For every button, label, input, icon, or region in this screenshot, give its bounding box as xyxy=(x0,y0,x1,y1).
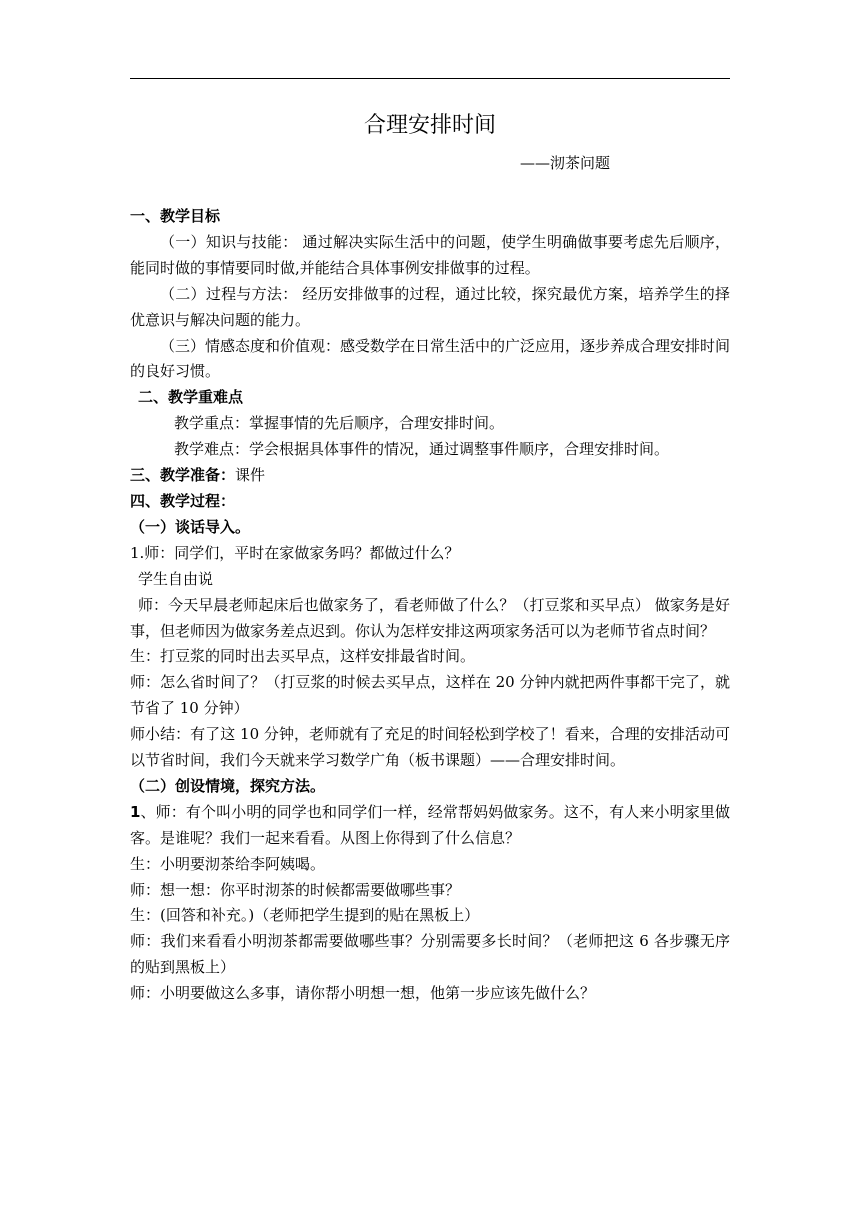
paragraph: 学生自由说 xyxy=(138,569,214,588)
paragraph: 生：打豆浆的同时出去买早点，这样安排最省时间。 xyxy=(130,647,476,666)
paragraph: （三）情感态度和价值观：感受数学在日常生活中的广泛应用，逐步养成合理安排时间的良好习惯。 xyxy=(130,336,731,381)
paragraph: （一）知识与技能： 通过解决实际生活中的问题，使学生明确做事要考虑先后顺序，能同时做的事情要同时做,并能结合具体事例安排做事的过程。 xyxy=(130,232,730,277)
section-heading-key-points: 二、教学重难点 xyxy=(138,388,244,407)
paragraph: 教学难点：学会根据具体事件的情况，通过调整事件顺序，合理安排时间。 xyxy=(174,440,670,459)
paragraph: （二）过程与方法： 经历安排做事的过程，通过比较，探究最优方案，培养学生的择优意识与解决问题的能力。 xyxy=(130,284,730,329)
paragraph: 师：小明要做这么多事，请你帮小明想一想，他第一步应该先做什么？ xyxy=(130,984,596,1003)
paragraph xyxy=(130,800,730,852)
section-heading-process: 四、教学过程： xyxy=(130,491,236,510)
paragraph: 生：小明要沏茶给李阿姨喝。 xyxy=(130,854,326,873)
paragraph: 生：(回答和补充。)（老师把学生提到的贴在黑板上） xyxy=(130,906,480,925)
paragraph: 师：今天早晨老师起床后也做家务了，看老师做了什么？（打豆浆和买早点） 做家务是好事，但老师因为做家务差点迟到。你认为怎样安排这两项家务活可以为老师节省点时间？ xyxy=(130,595,730,640)
page-subtitle: ——沏茶问题 xyxy=(520,154,611,172)
preparation-value: 课件 xyxy=(235,466,266,485)
paragraph: 师：怎么省时间了？（打豆浆的时候去买早点，这样在 20 分钟内就把两件事都干完了，就节省了 10 分钟） xyxy=(130,673,730,718)
paragraph: 师：我们来看看小明沏茶都需要做哪些事？分别需要多长时间？（老师把这 6 各步骤无序的贴到黑板上） xyxy=(130,932,730,977)
paragraph: 1.师：同学们，平时在家做家务吗？都做过什么？ xyxy=(130,543,460,562)
subsection-heading-explore: （二）创设情境，探究方法。 xyxy=(130,776,326,795)
page-title: 合理安排时间 xyxy=(363,113,496,138)
header-rule xyxy=(130,78,730,79)
subsection-heading-intro: （一）谈话导入。 xyxy=(130,517,251,536)
paragraph-text: 、师：有个叫小明的同学也和同学们一样，经常帮妈妈做家务。这不，有人来小明家里做客。是谁呢？我们一起来看看。从图上你得到了什么信息？ xyxy=(130,802,730,847)
section-heading-objectives: 一、教学目标 xyxy=(130,207,221,225)
paragraph: 教学重点：掌握事情的先后顺序，合理安排时间。 xyxy=(174,414,505,433)
paragraph: 师小结：有了这 10 分钟，老师就有了充足的时间轻松到学校了！看来，合理的安排活动可以节省时间，我们今天就来学习数学广角（板书课题）——合理安排时间。 xyxy=(130,725,730,770)
section-preparation xyxy=(130,463,730,489)
section-heading-preparation: 三、教学准备： xyxy=(130,466,236,485)
item-number: 1 xyxy=(130,802,141,821)
paragraph: 师：想一想：你平时沏茶的时候都需要做哪些事？ xyxy=(130,880,461,899)
document-body xyxy=(130,204,730,1007)
